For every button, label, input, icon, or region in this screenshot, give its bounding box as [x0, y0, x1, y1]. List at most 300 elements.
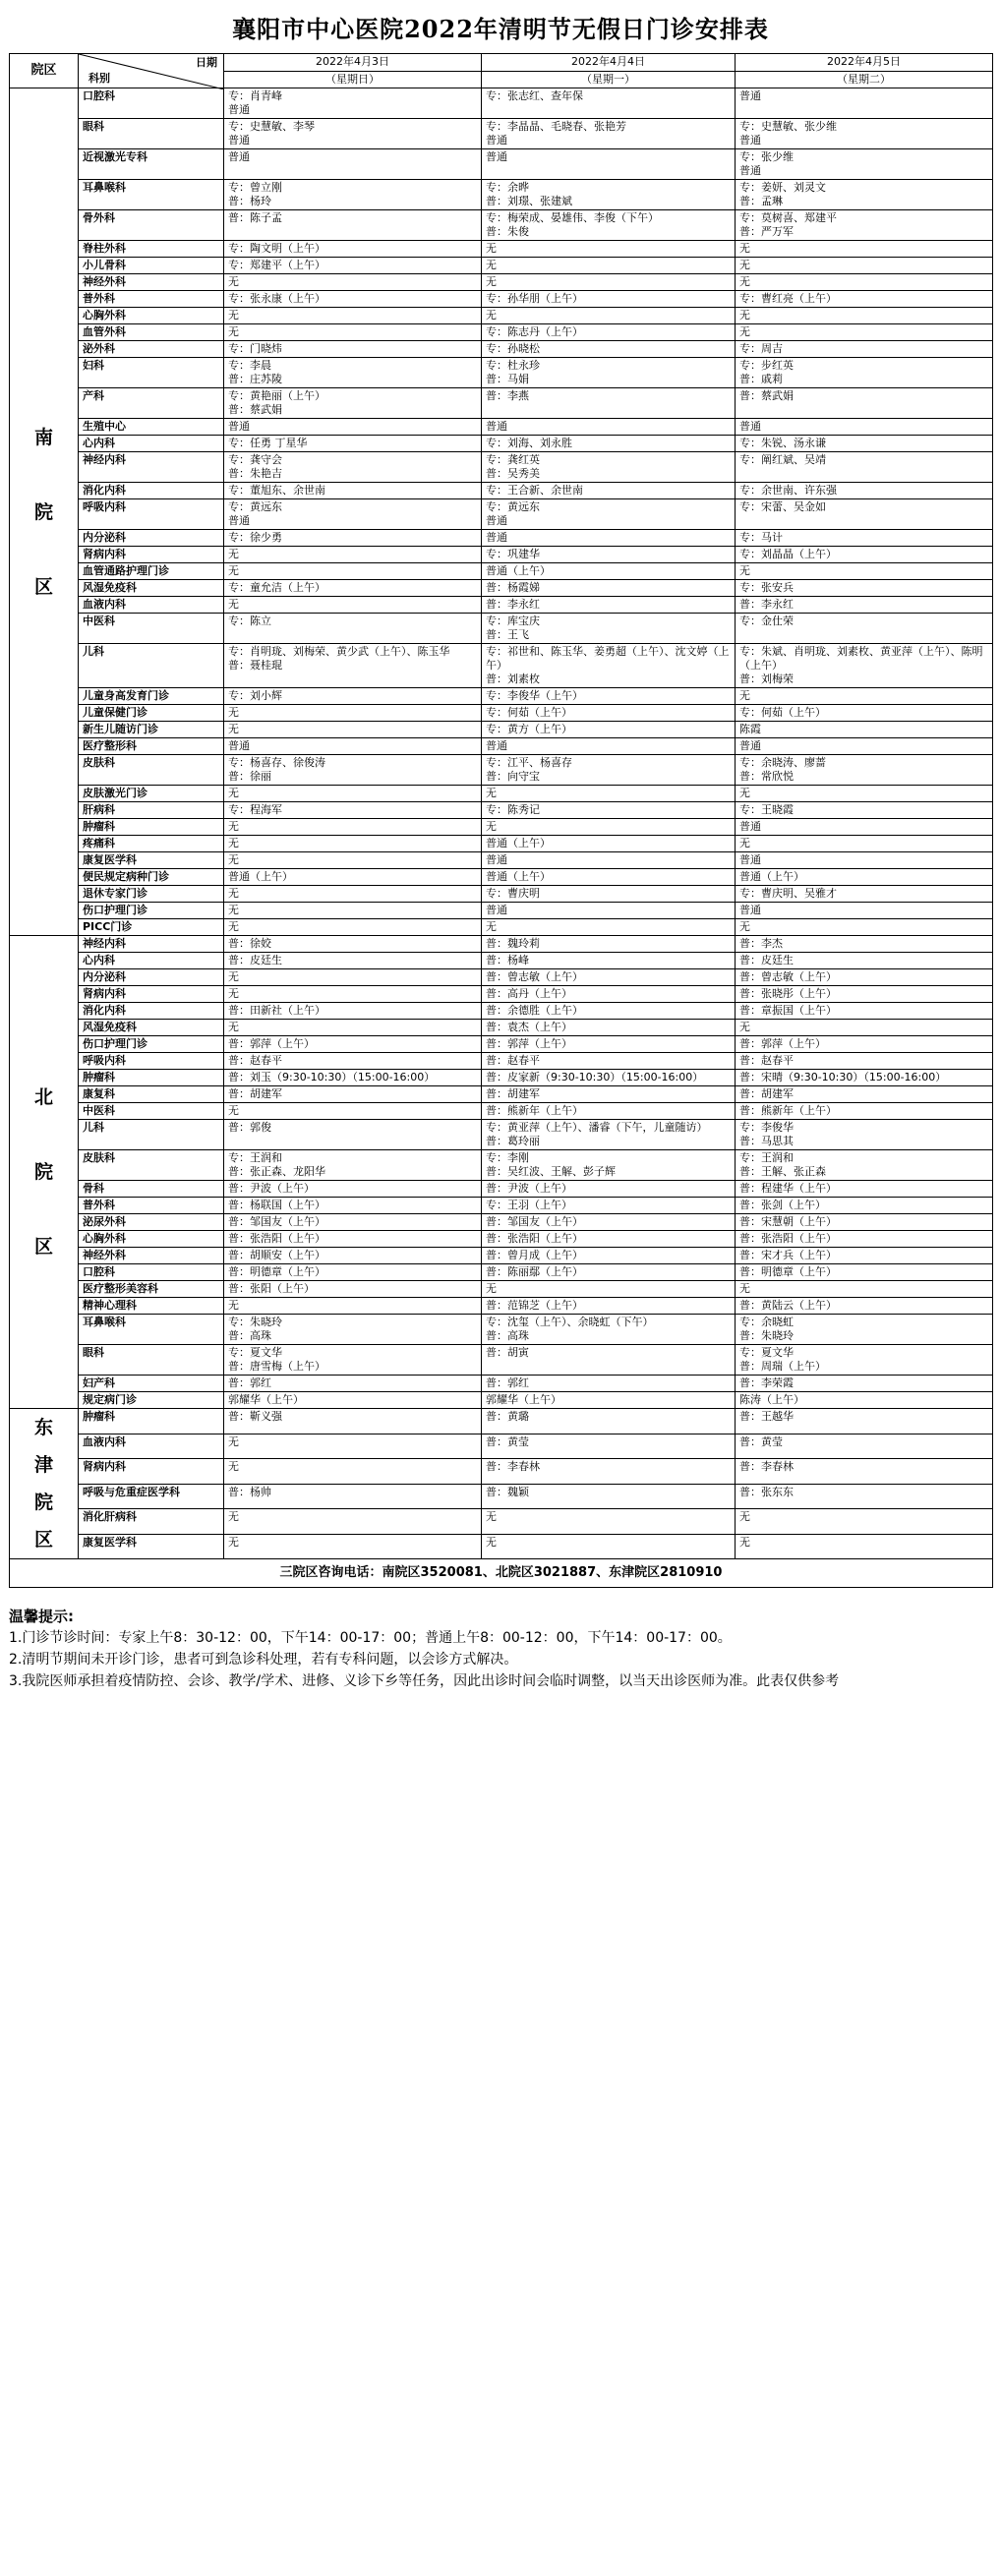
- schedule-cell-day1: 无: [224, 1020, 482, 1036]
- dept-cell: 小儿骨科: [79, 258, 224, 274]
- schedule-cell-day1: 无: [224, 786, 482, 802]
- schedule-row: [10, 1181, 993, 1198]
- schedule-cell-day2: 专：余晔 普：刘璟、张建斌: [482, 180, 736, 210]
- date-header-3: 2022年4月5日: [736, 54, 993, 72]
- schedule-cell-day2: 无: [482, 919, 736, 936]
- schedule-cell-day2: 普：黄璐: [482, 1409, 736, 1434]
- schedule-cell-day3: 专：朱锐、汤永谦: [736, 436, 993, 452]
- schedule-cell-day1: 普通: [224, 419, 482, 436]
- schedule-cell-day3: 专：金仕荣: [736, 614, 993, 644]
- dept-cell: 脊柱外科: [79, 241, 224, 258]
- schedule-row: [10, 1534, 993, 1559]
- dept-cell: 儿科: [79, 644, 224, 688]
- dept-cell: 血液内科: [79, 597, 224, 614]
- schedule-cell-day1: 无: [224, 705, 482, 722]
- dept-cell: 心内科: [79, 953, 224, 969]
- schedule-row: [10, 755, 993, 786]
- schedule-cell-day3: 陈涛（上午）: [736, 1392, 993, 1409]
- dept-cell: 呼吸与危重症医学科: [79, 1484, 224, 1509]
- schedule-cell-day2: 普：皮家新（9:30-10:30）（15:00-16:00）: [482, 1070, 736, 1086]
- schedule-cell-day1: 普通（上午）: [224, 869, 482, 886]
- dept-cell: 神经内科: [79, 452, 224, 483]
- dept-cell: 口腔科: [79, 1264, 224, 1281]
- schedule-cell-day2: 专：沈玺（上午）、余晓虹（下午） 普：高珠: [482, 1315, 736, 1345]
- schedule-cell-day1: 专：杨喜存、徐俊涛 普：徐丽: [224, 755, 482, 786]
- schedule-cell-day1: 专：肖明珑、刘梅荣、黄少武（上午）、陈玉华 普：聂桂琨: [224, 644, 482, 688]
- schedule-cell-day3: 普：王越华: [736, 1409, 993, 1434]
- schedule-row: [10, 291, 993, 308]
- dept-cell: 耳鼻喉科: [79, 180, 224, 210]
- schedule-cell-day3: 普：张晓彤（上午）: [736, 986, 993, 1003]
- schedule-row: [10, 1509, 993, 1535]
- schedule-cell-day2: 普通: [482, 852, 736, 869]
- schedule-cell-day3: 无: [736, 241, 993, 258]
- schedule-cell-day3: 专：何茹（上午）: [736, 705, 993, 722]
- dept-cell: 眼科: [79, 119, 224, 149]
- dept-cell: 消化肝病科: [79, 1509, 224, 1535]
- schedule-row: [10, 388, 993, 419]
- dept-cell: 近视激光专科: [79, 149, 224, 180]
- schedule-cell-day2: 专：王羽（上午）: [482, 1198, 736, 1214]
- schedule-cell-day3: 普：黄莹: [736, 1434, 993, 1459]
- schedule-cell-day2: 专：巩建华: [482, 547, 736, 563]
- dept-cell: 便民规定病种门诊: [79, 869, 224, 886]
- schedule-row: [10, 452, 993, 483]
- note-item-2: 2.清明节期间未开诊门诊，患者可到急诊科处理，若有专科问题，以会诊方式解决。: [9, 1652, 518, 1668]
- schedule-cell-day2: 普：赵春平: [482, 1053, 736, 1070]
- schedule-cell-day3: 普：章振国（上午）: [736, 1003, 993, 1020]
- schedule-cell-day1: 普：胡建军: [224, 1086, 482, 1103]
- schedule-cell-day3: 专：王润和 普：王解、张正森: [736, 1150, 993, 1181]
- dept-cell: 口腔科: [79, 88, 224, 119]
- schedule-row: [10, 499, 993, 530]
- dept-cell: 血管外科: [79, 324, 224, 341]
- schedule-cell-day2: 专：江平、杨喜存 普：向守宝: [482, 755, 736, 786]
- schedule-cell-day3: 普：明德章（上午）: [736, 1264, 993, 1281]
- dept-cell: 康复医学科: [79, 1534, 224, 1559]
- schedule-cell-day1: 专：龚守会 普：朱艳吉: [224, 452, 482, 483]
- dept-cell: PICC门诊: [79, 919, 224, 936]
- dept-cell: 普外科: [79, 291, 224, 308]
- schedule-cell-day3: 普：宋慧朝（上午）: [736, 1214, 993, 1231]
- note-item-1: 1.门诊节诊时间：专家上午8：30-12：00，下午14：00-17：00；普通上午8：00-12：00，下午14：00-17：00。: [9, 1630, 732, 1646]
- dept-cell: 消化内科: [79, 483, 224, 499]
- schedule-cell-day1: 无: [224, 836, 482, 852]
- schedule-row: [10, 1434, 993, 1459]
- schedule-cell-day3: 无: [736, 258, 993, 274]
- schedule-cell-day3: 陈霞: [736, 722, 993, 738]
- schedule-cell-day3: 普：程建华（上午）: [736, 1181, 993, 1198]
- schedule-cell-day1: 普：张阳（上午）: [224, 1281, 482, 1298]
- schedule-row: [10, 1198, 993, 1214]
- schedule-cell-day1: 专：李晨 普：庄苏陵: [224, 358, 482, 388]
- schedule-row: [10, 1264, 993, 1281]
- schedule-cell-day3: 专：宋蕾、吴金如: [736, 499, 993, 530]
- schedule-cell-day1: 普：皮廷生: [224, 953, 482, 969]
- schedule-cell-day1: 专：刘小辉: [224, 688, 482, 705]
- schedule-cell-day3: 普：张剑（上午）: [736, 1198, 993, 1214]
- dept-cell: 骨科: [79, 1181, 224, 1198]
- schedule-cell-day2: 普通: [482, 903, 736, 919]
- schedule-cell-day2: 普：尹波（上午）: [482, 1181, 736, 1198]
- schedule-cell-day3: 普通: [736, 852, 993, 869]
- dept-cell: 神经外科: [79, 1248, 224, 1264]
- schedule-cell-day3: 专：史慧敏、张少维 普通: [736, 119, 993, 149]
- schedule-row: [10, 1315, 993, 1345]
- schedule-cell-day1: 无: [224, 819, 482, 836]
- schedule-cell-day3: 无: [736, 324, 993, 341]
- schedule-cell-day1: 专：徐少勇: [224, 530, 482, 547]
- dept-cell: 风湿免疫科: [79, 580, 224, 597]
- schedule-row: [10, 180, 993, 210]
- schedule-cell-day2: 专：库宝庆 普：王飞: [482, 614, 736, 644]
- schedule-cell-day3: 无: [736, 563, 993, 580]
- schedule-cell-day3: 普通: [736, 903, 993, 919]
- schedule-cell-day2: 专：黄亚萍（上午）、潘睿（下午，儿童随访） 普：葛玲丽: [482, 1120, 736, 1150]
- schedule-cell-day2: 无: [482, 1281, 736, 1298]
- schedule-cell-day1: 无: [224, 1434, 482, 1459]
- dept-cell: 儿科: [79, 1120, 224, 1150]
- schedule-cell-day2: 普：杨霞娣: [482, 580, 736, 597]
- schedule-row: [10, 919, 993, 936]
- dept-cell: 医疗整形美容科: [79, 1281, 224, 1298]
- schedule-cell-day3: 专：刘晶晶（上午）: [736, 547, 993, 563]
- schedule-row: [10, 869, 993, 886]
- schedule-cell-day3: 普通（上午）: [736, 869, 993, 886]
- schedule-row: [10, 1409, 993, 1434]
- schedule-cell-day1: 专：陶文明（上午）: [224, 241, 482, 258]
- schedule-cell-day2: 无: [482, 274, 736, 291]
- schedule-cell-day1: 普：郭红: [224, 1376, 482, 1392]
- dept-cell: 产科: [79, 388, 224, 419]
- dept-cell: 规定病门诊: [79, 1392, 224, 1409]
- dept-cell: 肾病内科: [79, 1459, 224, 1485]
- schedule-row: [10, 580, 993, 597]
- region-cell: 南 院 区: [10, 88, 79, 936]
- schedule-row: [10, 341, 993, 358]
- schedule-cell-day3: 专：步红英 普：戚莉: [736, 358, 993, 388]
- schedule-cell-day1: 无: [224, 1459, 482, 1485]
- schedule-row: [10, 308, 993, 324]
- notes-section: [9, 1606, 992, 1692]
- schedule-cell-day1: 普：郭俊: [224, 1120, 482, 1150]
- schedule-cell-day3: 专：阐红斌、吴靖: [736, 452, 993, 483]
- weekday-header-1: （星期日）: [224, 71, 482, 88]
- schedule-cell-day3: 专：姜妍、刘灵文 普：孟琳: [736, 180, 993, 210]
- schedule-row: [10, 1150, 993, 1181]
- schedule-cell-day2: 普通: [482, 738, 736, 755]
- schedule-cell-day2: 普：陈丽鄢（上午）: [482, 1264, 736, 1281]
- schedule-row: [10, 483, 993, 499]
- schedule-cell-day2: 普通: [482, 149, 736, 180]
- schedule-cell-day3: 无: [736, 786, 993, 802]
- schedule-cell-day3: 普：宋才兵（上午）: [736, 1248, 993, 1264]
- schedule-row: [10, 1345, 993, 1376]
- dept-cell: 中医科: [79, 614, 224, 644]
- schedule-cell-day3: 专：张安兵: [736, 580, 993, 597]
- schedule-cell-day2: 普：胡建军: [482, 1086, 736, 1103]
- schedule-row: [10, 722, 993, 738]
- schedule-cell-day2: 专：李俊华（上午）: [482, 688, 736, 705]
- schedule-cell-day3: 无: [736, 274, 993, 291]
- schedule-cell-day3: 无: [736, 1281, 993, 1298]
- schedule-row: [10, 953, 993, 969]
- schedule-cell-day1: 无: [224, 274, 482, 291]
- schedule-row: [10, 644, 993, 688]
- schedule-cell-day2: 普：杨峰: [482, 953, 736, 969]
- schedule-cell-day3: 无: [736, 308, 993, 324]
- schedule-cell-day2: 普：邹国友（上午）: [482, 1214, 736, 1231]
- schedule-cell-day2: 郭耀华（上午）: [482, 1392, 736, 1409]
- dept-cell: 泌外科: [79, 341, 224, 358]
- schedule-cell-day2: 普通: [482, 419, 736, 436]
- schedule-cell-day1: 专：童允洁（上午）: [224, 580, 482, 597]
- dept-cell: 内分泌科: [79, 969, 224, 986]
- schedule-row: [10, 1298, 993, 1315]
- schedule-cell-day1: 专：董旭东、余世南: [224, 483, 482, 499]
- schedule-table: [9, 53, 993, 1588]
- schedule-cell-day3: 专：张少维 普通: [736, 149, 993, 180]
- schedule-cell-day1: 无: [224, 886, 482, 903]
- schedule-row: [10, 1392, 993, 1409]
- schedule-row: [10, 274, 993, 291]
- dept-cell: 消化内科: [79, 1003, 224, 1020]
- schedule-cell-day2: 普通（上午）: [482, 563, 736, 580]
- date-header-2: 2022年4月4日: [482, 54, 736, 72]
- schedule-cell-day3: 普：李杰: [736, 936, 993, 953]
- schedule-cell-day1: 普：徐姣: [224, 936, 482, 953]
- schedule-cell-day1: 专：肖青峰 普通: [224, 88, 482, 119]
- schedule-cell-day3: 专：余晓涛、廖蔷 普：常欣悦: [736, 755, 993, 786]
- dept-cell: 神经内科: [79, 936, 224, 953]
- schedule-cell-day1: 专：程海军: [224, 802, 482, 819]
- schedule-cell-day3: 专：余晓虹 普：朱晓玲: [736, 1315, 993, 1345]
- schedule-cell-day2: 专：李刚 普：吴红波、王解、彭子辉: [482, 1150, 736, 1181]
- schedule-row: [10, 210, 993, 241]
- schedule-row: [10, 1248, 993, 1264]
- schedule-cell-day2: 专：龚红英 普：吴秀美: [482, 452, 736, 483]
- schedule-row: [10, 688, 993, 705]
- schedule-cell-day2: 无: [482, 1509, 736, 1535]
- schedule-cell-day2: 普：胡寅: [482, 1345, 736, 1376]
- schedule-row: [10, 324, 993, 341]
- schedule-cell-day1: 无: [224, 986, 482, 1003]
- schedule-cell-day1: 专：任勇 丁星华: [224, 436, 482, 452]
- schedule-cell-day2: 普：曾月成（上午）: [482, 1248, 736, 1264]
- schedule-cell-day1: 普：赵春平: [224, 1053, 482, 1070]
- schedule-cell-day2: 专：祁世和、陈玉华、姜勇超（上午）、沈文婷（上午） 普：刘素枚: [482, 644, 736, 688]
- schedule-cell-day3: 无: [736, 1020, 993, 1036]
- page-title: 襄阳市中心医院2022年清明节无假日门诊安排表: [232, 15, 769, 43]
- schedule-row: [10, 241, 993, 258]
- schedule-cell-day2: 普通: [482, 530, 736, 547]
- schedule-cell-day2: 普通（上午）: [482, 869, 736, 886]
- schedule-cell-day1: 普：张浩阳（上午）: [224, 1231, 482, 1248]
- schedule-cell-day2: 专：李晶晶、毛晓春、张艳芳 普通: [482, 119, 736, 149]
- schedule-cell-day3: 专：周吉: [736, 341, 993, 358]
- dept-cell: 肝病科: [79, 802, 224, 819]
- dept-cell: 生殖中心: [79, 419, 224, 436]
- schedule-row: [10, 88, 993, 119]
- schedule-cell-day3: 普：张浩阳（上午）: [736, 1231, 993, 1248]
- weekday-header-3: （星期二）: [736, 71, 993, 88]
- region-header: 院区: [10, 54, 79, 88]
- schedule-cell-day2: 专：刘海、刘永胜: [482, 436, 736, 452]
- schedule-cell-day3: 普：张东东: [736, 1484, 993, 1509]
- schedule-row: [10, 1484, 993, 1509]
- schedule-cell-day3: 普：熊新年（上午）: [736, 1103, 993, 1120]
- schedule-cell-day2: 普通（上午）: [482, 836, 736, 852]
- schedule-row: [10, 530, 993, 547]
- schedule-cell-day2: 普：袁杰（上午）: [482, 1020, 736, 1036]
- dept-cell: 泌尿外科: [79, 1214, 224, 1231]
- dept-cell: 心内科: [79, 436, 224, 452]
- schedule-row: [10, 1053, 993, 1070]
- schedule-cell-day2: 专：杜永珍 普：马娟: [482, 358, 736, 388]
- phone-row: [10, 1559, 993, 1588]
- schedule-cell-day2: 普：李永红: [482, 597, 736, 614]
- schedule-row: [10, 1214, 993, 1231]
- schedule-row: [10, 1036, 993, 1053]
- schedule-cell-day1: 专：王润和 普：张正森、龙阳华: [224, 1150, 482, 1181]
- schedule-cell-day2: 专：曹庆明: [482, 886, 736, 903]
- date-label: 日期: [196, 56, 217, 69]
- schedule-cell-day3: 普：黄陆云（上午）: [736, 1298, 993, 1315]
- schedule-cell-day1: 无: [224, 1298, 482, 1315]
- schedule-cell-day1: 普通: [224, 738, 482, 755]
- schedule-row: [10, 1281, 993, 1298]
- schedule-cell-day1: 普：明德章（上午）: [224, 1264, 482, 1281]
- schedule-cell-day3: 无: [736, 919, 993, 936]
- schedule-cell-day3: 普通: [736, 88, 993, 119]
- schedule-body: [10, 88, 993, 1559]
- schedule-cell-day1: 无: [224, 919, 482, 936]
- dept-cell: 肿瘤科: [79, 1070, 224, 1086]
- dept-cell: 康复医学科: [79, 852, 224, 869]
- dept-cell: 皮肤科: [79, 755, 224, 786]
- schedule-cell-day2: 无: [482, 241, 736, 258]
- schedule-cell-day3: 普：皮廷生: [736, 953, 993, 969]
- dept-cell: 疼痛科: [79, 836, 224, 852]
- dept-cell: 新生儿随访门诊: [79, 722, 224, 738]
- schedule-cell-day1: 普：杨联国（上午）: [224, 1198, 482, 1214]
- schedule-cell-day1: 普：田新社（上午）: [224, 1003, 482, 1020]
- schedule-row: [10, 1003, 993, 1020]
- schedule-cell-day3: 普：曾志敏（上午）: [736, 969, 993, 986]
- dept-cell: 肿瘤科: [79, 1409, 224, 1434]
- schedule-cell-day3: 无: [736, 836, 993, 852]
- schedule-cell-day1: 郭耀华（上午）: [224, 1392, 482, 1409]
- schedule-cell-day2: 专：梅荣成、晏雄伟、李俊（下午） 普：朱俊: [482, 210, 736, 241]
- dept-cell: 康复科: [79, 1086, 224, 1103]
- date-dept-header: [79, 54, 224, 88]
- schedule-row: [10, 1120, 993, 1150]
- schedule-cell-day1: 普：靳义强: [224, 1409, 482, 1434]
- schedule-row: [10, 258, 993, 274]
- schedule-cell-day1: 普：胡顺安（上午）: [224, 1248, 482, 1264]
- schedule-cell-day2: 普：高丹（上午）: [482, 986, 736, 1003]
- dept-cell: 伤口护理门诊: [79, 1036, 224, 1053]
- dept-cell: 耳鼻喉科: [79, 1315, 224, 1345]
- schedule-cell-day1: 普：邹国友（上午）: [224, 1214, 482, 1231]
- schedule-cell-day2: 专：陈秀记: [482, 802, 736, 819]
- schedule-cell-day3: 专：朱斌、肖明珑、刘素枚、黄亚萍（上午）、陈明（上午） 普：刘梅荣: [736, 644, 993, 688]
- schedule-cell-day3: 专：莫树喜、郑建平 普：严万军: [736, 210, 993, 241]
- schedule-cell-day3: 普通: [736, 419, 993, 436]
- dept-cell: 退休专家门诊: [79, 886, 224, 903]
- schedule-cell-day3: 普：李永红: [736, 597, 993, 614]
- schedule-cell-day1: 专：郑建平（上午）: [224, 258, 482, 274]
- schedule-row: [10, 819, 993, 836]
- schedule-cell-day1: 专：黄艳丽（上午） 普：蔡武娟: [224, 388, 482, 419]
- dept-cell: 呼吸内科: [79, 1053, 224, 1070]
- schedule-row: [10, 563, 993, 580]
- schedule-cell-day1: 无: [224, 324, 482, 341]
- dept-label: 科别: [88, 72, 110, 85]
- weekday-header-2: （星期一）: [482, 71, 736, 88]
- dept-cell: 精神心理科: [79, 1298, 224, 1315]
- schedule-cell-day1: 无: [224, 1103, 482, 1120]
- schedule-cell-day3: 普：李荣霞: [736, 1376, 993, 1392]
- schedule-cell-day1: 普：杨帅: [224, 1484, 482, 1509]
- schedule-cell-day3: 专：夏文华 普：周瑞（上午）: [736, 1345, 993, 1376]
- date-header-1: 2022年4月3日: [224, 54, 482, 72]
- schedule-cell-day1: 无: [224, 1509, 482, 1535]
- schedule-row: [10, 852, 993, 869]
- schedule-cell-day3: 无: [736, 688, 993, 705]
- dept-cell: 肾病内科: [79, 547, 224, 563]
- schedule-cell-day2: 普：范锦芝（上午）: [482, 1298, 736, 1315]
- schedule-cell-day2: 专：孙晓松: [482, 341, 736, 358]
- schedule-cell-day1: 无: [224, 308, 482, 324]
- note-item-3: 3.我院医师承担着疫情防控、会诊、教学/学术、进修、义诊下乡等任务，因此出诊时间会临时调整，以当天出诊医师为准。此表仅供参考: [9, 1673, 840, 1689]
- schedule-page: [9, 0, 992, 1692]
- schedule-cell-day3: 普：宋晴（9:30-10:30）（15:00-16:00）: [736, 1070, 993, 1086]
- schedule-cell-day2: 普：魏颖: [482, 1484, 736, 1509]
- schedule-cell-day2: 无: [482, 819, 736, 836]
- schedule-cell-day2: 普：余德胜（上午）: [482, 1003, 736, 1020]
- schedule-cell-day3: 无: [736, 1534, 993, 1559]
- schedule-cell-day1: 专：陈立: [224, 614, 482, 644]
- dept-cell: 神经外科: [79, 274, 224, 291]
- schedule-cell-day3: 专：余世南、许东强: [736, 483, 993, 499]
- schedule-cell-day2: 普：魏玲莉: [482, 936, 736, 953]
- schedule-cell-day2: 普：郭红: [482, 1376, 736, 1392]
- schedule-cell-day3: 专：曹红亮（上午）: [736, 291, 993, 308]
- schedule-row: [10, 886, 993, 903]
- schedule-cell-day1: 专：黄远东 普通: [224, 499, 482, 530]
- schedule-row: [10, 436, 993, 452]
- schedule-cell-day2: 无: [482, 308, 736, 324]
- schedule-row: [10, 119, 993, 149]
- dept-cell: 肿瘤科: [79, 819, 224, 836]
- schedule-cell-day1: 普通: [224, 149, 482, 180]
- schedule-cell-day3: 无: [736, 1509, 993, 1535]
- schedule-row: [10, 969, 993, 986]
- dept-cell: 妇产科: [79, 1376, 224, 1392]
- schedule-cell-day2: 专：何茹（上午）: [482, 705, 736, 722]
- header-row-dates: [10, 54, 993, 72]
- schedule-row: [10, 1231, 993, 1248]
- dept-cell: 儿童身高发育门诊: [79, 688, 224, 705]
- dept-cell: 皮肤科: [79, 1150, 224, 1181]
- schedule-cell-day2: 无: [482, 258, 736, 274]
- schedule-cell-day2: 专：孙华朋（上午）: [482, 291, 736, 308]
- schedule-cell-day2: 普：李燕: [482, 388, 736, 419]
- schedule-cell-day3: 普：李春林: [736, 1459, 993, 1485]
- schedule-cell-day2: 普：熊新年（上午）: [482, 1103, 736, 1120]
- schedule-row: [10, 149, 993, 180]
